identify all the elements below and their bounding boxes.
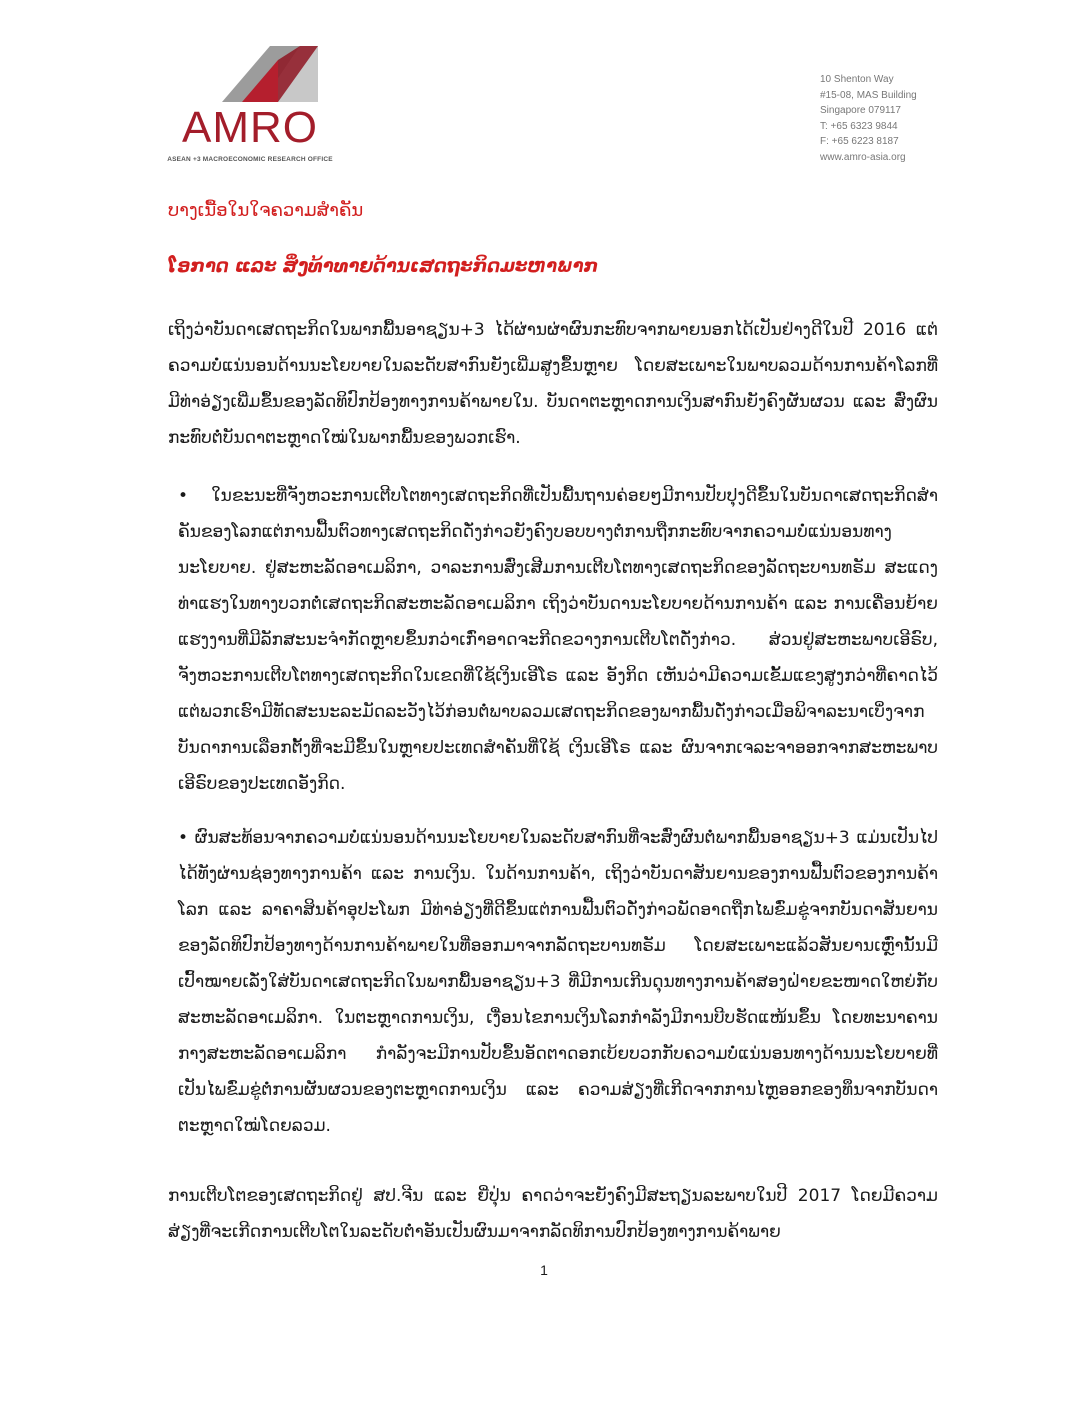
body-paragraph-1: ເຖິງວ່າບັນດາເສດຖະກິດໃນພາກພື້ນອາຊຽນ+3 ໄດ້ຜ່ານຜ່າຜົນກະທົບຈາກພາຍນອກໄດ້ເປັນຢ່າງດີໃນປີ 2016 ແຕ່ຄວາມບໍ່ແນ່ນອນດ້ານນະໂຍບາຍໃນລະດັບສາກົນຍັງເພີ່ມສູງຂຶ້ນຫຼາຍ ໂດຍສະເພາະໃນພາບລວມດ້ານການຄ້າໂລກທີ່ມີທ່າອ່ຽງເພີ່ມຂຶ້ນຂອງລັດທິປົກປ້ອງທາງການຄ້າພາຍໃນ. ບັນດາຕະຫຼາດການເງິນສາກົນຍັງຄົງຜັນຜວນ ແລະ ສົ່ງຜົນກະທົບຕໍ່ບັນດາຕະຫຼາດໃໝ່ໃນພາກພື້ນຂອງພວກເຮົາ. xyxy=(168,320,938,448)
bullet-paragraph-2: • ຜົນສະທ້ອນຈາກຄວາມບໍ່ແນ່ນອນດ້ານນະໂຍບາຍໃນລະດັບສາກົນທີ່ຈະສົ່ງຜົນຕໍ່ພາກພື້ນອາຊຽນ+3 ແມ່ນເປັນໄປໄດ້ທັງຜ່ານຊ່ອງທາງການຄ້າ ແລະ ການເງິນ. ໃນດ້ານການຄ້າ, ເຖິງວ່າບັນດາສັນຍານຂອງການຟື້ນຕົວຂອງການຄ້າໂລກ ແລະ ລາຄາສິນຄ້າອຸປະໂພກ ມີທ່າອ່ຽງທີ່ດີຂຶ້ນແຕ່ການຟື້ນຕົວດັ່ງກ່າວພັດອາດຖືກໄພຂົ່ມຂູ່ຈາກບັນດາສັນຍານຂອງລັດທິປົກປ້ອງທາງດ້ານການຄ້າພາຍໃນທີ່ອອກມາຈາກລັດຖະບານທຣັມ ໂດຍສະເພາະແລ້ວສັນຍານເຫຼົ່ານັ້ນມີເປົ້າໝາຍເລັ່ງໃສ່ບັນດາເສດຖະກິດໃນພາກພື້ນອາຊຽນ+3 ທີ່ມີການເກີນດຸນທາງການຄ້າສອງຝ່າຍຂະໜາດໃຫຍ່ກັບສະຫະລັດອາເມລິກາ. ໃນຕະຫຼາດການເງິນ, ເງື່ອນໄຂການເງິນໂລກກໍາລັງມີການບີບຮັດແໜ້ນຂຶ້ນ ໂດຍທະນາຄານກາງສະຫະລັດອາເມລິກາ ກໍາລັງຈະມີການປັບຂຶ້ນອັດຕາດອກເບ້ຍບວກກັບຄວາມບໍ່ແນ່ນອນທາງດ້ານນະໂຍບາຍທີ່ເປັນໄພຂົ່ມຂູ່ຕໍ່ການຜັນຜວນຂອງຕະຫຼາດການເງິນ ແລະ ຄວາມສ່ຽງທີ່ເກີດຈາກການໄຫຼອອກຂອງທຶນຈາກບັນດາຕະຫຼາດໃໝ່ໂດຍລວມ. xyxy=(178,828,938,1136)
address-line: Singapore 079117 xyxy=(820,105,901,116)
phone-line: T: +65 6323 9844 xyxy=(820,120,898,132)
office-address xyxy=(820,72,917,165)
body-paragraph-2: ການເຕີບໂຕຂອງເສດຖະກິດຢູ່ ສປ.ຈີນ ແລະ ຍີ່ປຸ່ນ ຄາດວ່າຈະຍັງຄົງມີສະຖຽນລະພາບໃນປີ 2017 ໂດຍມີຄວາມສ່ຽງທີ່ຈະເກີດການເຕີບໂຕໃນລະດັບຕໍ່າອັນເປັນຜົນມາຈາກລັດທິການປົກປ້ອງທາງການຄ້າພາຍ xyxy=(168,1186,938,1242)
logo-wordmark: AMRO xyxy=(182,103,318,152)
page-number: 1 xyxy=(540,1262,548,1278)
website-line: www.amro-asia.org xyxy=(820,151,906,163)
logo-subtitle: ASEAN +3 MACROECONOMIC RESEARCH OFFICE xyxy=(167,156,333,163)
fax-line: F: +65 6223 8187 xyxy=(820,136,899,147)
amro-logo-mark-icon xyxy=(150,42,350,106)
document-heading: ບາງເນື້ອໃນໃຈຄວາມສໍາຄັນ xyxy=(168,200,364,221)
address-line: #15-08, MAS Building xyxy=(820,89,917,101)
address-line: 10 Shenton Way xyxy=(820,74,894,85)
amro-logo xyxy=(150,42,350,172)
document-subheading: ໂອກາດ ແລະ ສິ່ງທ້າທາຍດ້ານເສດຖະກິດມະຫາພາກ xyxy=(168,256,599,277)
bullet-paragraph-1: • ໃນຂະນະທີ່ຈັງຫວະການເຕີບໂຕທາງເສດຖະກິດທີ່ເປັນພື້ນຖານຄ່ອຍໆມີການປັບປຸງດີຂຶ້ນໃນບັນດາເສດຖະກິດສໍາຄັນຂອງໂລກແຕ່ການຟື້ນຕົວທາງເສດຖະກິດດັ່ງກ່າວຍັງຄົງບອບບາງຕໍ່ການຖືກກະທົບຈາກຄວາມບໍ່ແນ່ນອນທາງນະໂຍບາຍ. ຢູ່ສະຫະລັດອາເມລິກາ, ວາລະການສົ່ງເສີມການເຕີບໂຕທາງເສດຖະກິດຂອງລັດຖະບານທຣັມ ສະແດງທ່າແຮງໃນທາງບວກຕໍ່ເສດຖະກິດສະຫະລັດອາເມລິກາ ເຖິງວ່າບັນດານະໂຍບາຍດ້ານການຄ້າ ແລະ ການເຄື່ອນຍ້າຍແຮງງານທີ່ມີລັກສະນະຈໍາກັດຫຼາຍຂຶ້ນກວ່າເກົ່າອາດຈະກີດຂວາງການເຕີບໂຕດັ່ງກ່າວ. ສ່ວນຢູ່ສະຫະພາບເອີຣົບ, ຈັງຫວະການເຕີບໂຕທາງເສດຖະກິດໃນເຂດທີ່ໃຊ້ເງິນເອີໂຣ ແລະ ອັງກິດ ເຫັນວ່າມີຄວາມເຂັ້ມແຂງສູງກວ່າທີ່ຄາດໄວ້ ແຕ່ພວກເຮົາມີທັດສະນະລະມັດລະວັງໄວ້ກ່ອນຕໍ່ພາບລວມເສດຖະກິດຂອງພາກພື້ນດັ່ງກ່າວເມື່ອພິຈາລະນາເບິ່ງຈາກບັນດາການເລືອກຕັ້ງທີ່ຈະມີຂຶ້ນໃນຫຼາຍປະເທດສໍາຄັນທີ່ໃຊ້ ເງິນເອີໂຣ ແລະ ຜົນຈາກເຈລະຈາອອກຈາກສະຫະພາບເອີຣົບຂອງປະເທດອັງກິດ. xyxy=(178,486,938,794)
